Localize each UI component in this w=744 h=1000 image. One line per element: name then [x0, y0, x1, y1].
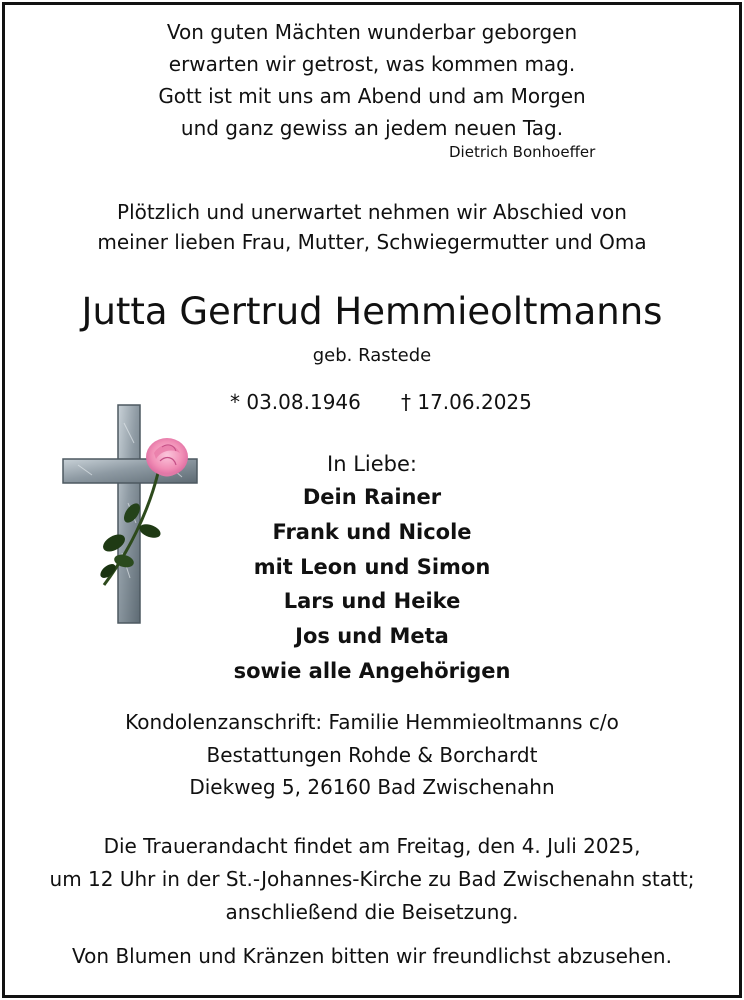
death-date: † 17.06.2025	[401, 390, 532, 414]
quote-block	[0, 16, 744, 144]
service-block	[0, 830, 744, 929]
service-line: um 12 Uhr in der St.-Johannes-Kirche zu Bad Zwischenahn statt;	[49, 867, 695, 891]
mourner-line: Dein Rainer	[302, 485, 442, 509]
intro-line: meiner lieben Frau, Mutter, Schwiegermutter und Oma	[97, 230, 647, 254]
intro-line: Plötzlich und unerwartet nehmen wir Abschied von	[117, 200, 627, 224]
service-line: Die Trauerandacht findet am Freitag, den 4. Juli 2025,	[103, 834, 641, 858]
mourner-line: Frank und Nicole	[272, 519, 472, 544]
born-name: geb. Rastede	[312, 345, 432, 366]
footer-note: Von Blumen und Kränzen bitten wir freundlichst abzusehen.	[72, 944, 672, 968]
condolence-block	[0, 706, 744, 804]
quote-line: und ganz gewiss an jedem neuen Tag.	[180, 116, 564, 140]
mourner-line: mit Leon und Simon	[253, 554, 491, 579]
intro-block	[0, 197, 744, 257]
mourner-line: sowie alle Angehörigen	[233, 658, 511, 683]
mourner-line: Lars und Heike	[283, 589, 461, 614]
quote-line: erwarten wir getrost, was kommen mag.	[168, 52, 576, 76]
condolence-line: Kondolenzanschrift: Familie Hemmieoltmanns c/o	[125, 710, 619, 734]
birth-date: * 03.08.1946	[230, 390, 361, 414]
quote-author: Dietrich Bonhoeffer	[449, 143, 596, 161]
condolence-line: Bestattungen Rohde & Borchardt	[206, 742, 538, 767]
deceased-name: Jutta Gertrud Hemmieoltmanns	[81, 290, 663, 333]
mourners-list	[0, 480, 744, 689]
quote-line: Von guten Mächten wunderbar geborgen	[166, 20, 578, 44]
condolence-line: Diekweg 5, 26160 Bad Zwischenahn	[189, 775, 555, 799]
quote-line: Gott ist mit uns am Abend und am Morgen	[158, 84, 586, 108]
mourner-line: Jos und Meta	[295, 624, 449, 649]
mourners-heading: In Liebe:	[327, 452, 417, 476]
service-line: anschließend die Beisetzung.	[225, 900, 519, 924]
